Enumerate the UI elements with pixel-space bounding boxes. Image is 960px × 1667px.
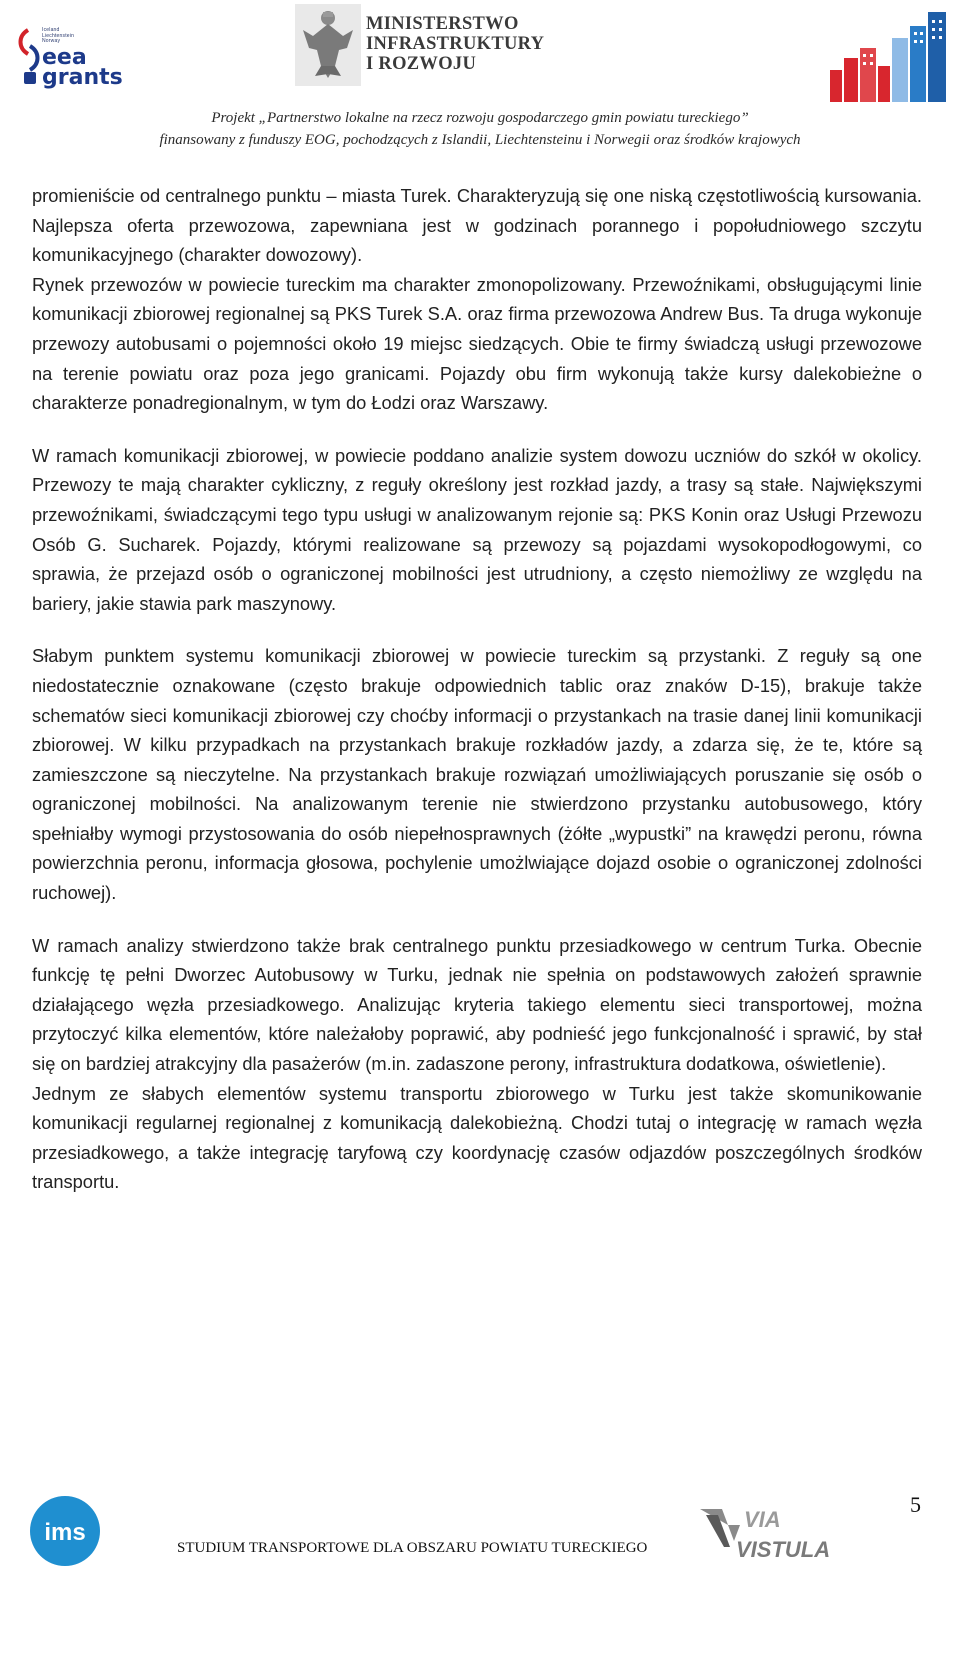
page-number: 5 xyxy=(910,1492,921,1517)
document-body xyxy=(32,181,922,1197)
page-footer xyxy=(0,1480,960,1667)
via-logo-text: VIA xyxy=(744,1507,781,1532)
paragraph: W ramach analizy stwierdzono także brak centralnego punktu przesiadkowego w centrum Turka. Obecnie funkcję tę pełni Dworzec Autobusowy w Turku, jednak nie spełnia on podstawowych założeń sprawnie działającego węzła przesiadkowego. Analizując kryteria takiego elementu sieci transportowej, można przytoczyć kilka elementów, które należałoby poprawić, aby podnieść jego funkcjonalność i sprawić, by stał się on bardziej atrakcyjny dla pasażerów (m.in. zadaszone perony, infrastruktura dodatkowa, oświetlenie). xyxy=(32,934,922,1075)
polish-eagle-emblem-icon xyxy=(295,4,361,86)
paragraph: promieniście od centralnego punktu – miasta Turek. Charakteryzują się one niską częstotliwością kursowania. Najlepsza oferta przewozowa, zapewniana jest w godzinach porannego i popołudniowego szczytu komunikacyjnego (charakter dowozowy). xyxy=(32,185,922,266)
paragraph: Słabym punktem systemu komunikacji zbiorowej w powiecie tureckim są przystanki. Z reguły są one niedostatecznie oznakowane (często brakuje odpowiednich tablic oraz znaków D-15), brakuje także schematów sieci komunikacji zbiorowej czy choćby informacji o przystankach na trasie danej linii komunikacji zbiorowej. W kilku przypadkach na przystankach brakuje rozkładów jazdy, a zdarza się, że te, które są zamieszczone są nieczytelne. Na przystankach brakuje rozwiązań umożliwiających poruszanie się osób o ograniczonej mobilności. Na analizowanym terenie nie stwierdzono przystanku autobusowego, który spełniałby wymogi przystosowania do osób niepełnosprawnych (żółte „wypustki” na krawędzi peronu, równa powierzchnia peronu, informacja głosowa, pochylenie umożlwiające dojazd osobie o ograniczonej zdolności ruchowej). xyxy=(32,645,922,904)
ims-logo-icon xyxy=(29,1495,101,1567)
project-title-line: Projekt „Partnerstwo lokalne na rzecz rozwoju gospodarczego gmin powiatu tureckiego” xyxy=(211,110,749,126)
paragraph: Rynek przewozów w powiecie tureckim ma charakter zmonopolizowany. Przewoźnikami, obsługującymi linie komunikacji zbiorowej regionalnej są PKS Turek S.A. oraz firma przewozowa Andrew Bus. Ta druga wykonuje przewozy autobusami o pojemności około 19 miejsc siedzących. Obie te firmy świadczą usługi przewozowe na terenie powiatu oraz poza jego granicami. Pojazdy obu firm wykonują także kursy dalekobieżne o charakterze ponadregionalnym, w tym do Łodzi oraz Warszawy. xyxy=(32,273,922,414)
page-header xyxy=(0,0,960,160)
eea-grants-wordmark: eea grants xyxy=(42,45,123,90)
paragraph: Jednym ze słabych elementów systemu transportu zbiorowego w Turku jest także skomunikowanie komunikacji regularnej regionalnej z komunikacją dalekobieżną. Chodzi tutaj o integrację w ramach węzła przesiadkowego, a także integrację taryfową czy koordynację czasów odjazdów poszczególnych środków transportu. xyxy=(32,1082,922,1193)
ministry-logo-text: MINISTERSTWO INFRASTRUKTURY I ROZWOJU xyxy=(366,14,545,74)
footer-document-title: STUDIUM TRANSPORTOWE DLA OBSZARU POWIATU TURECKIEGO xyxy=(177,1540,648,1556)
eea-grants-logo xyxy=(14,22,124,92)
eea-emblem-icon xyxy=(14,26,44,90)
eea-countries-text: Iceland Liechtenstein Norway xyxy=(42,27,75,44)
ims-logo-text: ims xyxy=(44,1519,86,1546)
vistula-logo-text: VISTULA xyxy=(736,1537,831,1561)
via-vistula-logo-icon xyxy=(700,1501,860,1561)
funding-info-line: finansowany z funduszy EOG, pochodzących z Islandii, Liechtensteinu i Norwegii oraz środków krajowych xyxy=(159,132,801,148)
city-buildings-logo-icon xyxy=(828,8,950,104)
paragraph: W ramach komunikacji zbiorowej, w powiecie poddano analizie system dowozu uczniów do szkół w okolicy. Przewozy te mają charakter cykliczny, z reguły określony jest rozkład jazdy, a trasy są stałe. Największymi przewoźnikami, świadczącymi tego typu usługi w analizowanym rejonie są: PKS Konin oraz Usługi Przewozu Osób G. Sucharek. Pojazdy, którymi realizowane są przewozy są pojazdami wysokopodłogowymi, co sprawia, że przejazd osób o ograniczonej mobilności jest utrudniony, a często niemożliwy ze względu na bariery, jakie stawia park maszynowy. xyxy=(32,444,922,614)
